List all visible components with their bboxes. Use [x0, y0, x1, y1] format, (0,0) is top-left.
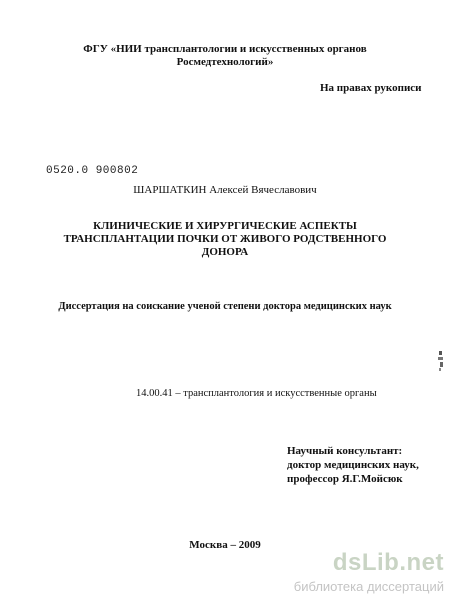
- registration-code: 0520.0 900802: [46, 165, 139, 177]
- consultant-block: [287, 444, 419, 486]
- degree-statement: Диссертация на соискание ученой степени доктора медицинских наук: [58, 301, 392, 312]
- organization-line-1: ФГУ «НИИ трансплантологии и искусственных органов: [83, 43, 367, 55]
- watermark-subtitle: библиотека диссертаций: [293, 579, 444, 594]
- dissertation-title: [0, 220, 450, 259]
- author-name: ШАРШАТКИН Алексей Вячеславович: [133, 184, 317, 196]
- title-line-2: ТРАНСПЛАНТАЦИИ ПОЧКИ ОТ ЖИВОГО РОДСТВЕННОГО: [63, 233, 387, 245]
- city-year: Москва – 2009: [189, 539, 261, 551]
- consultant-label: Научный консультант:: [287, 445, 403, 457]
- scan-speck: [437, 350, 445, 372]
- watermark-logo: dsLib.net: [332, 549, 444, 576]
- consultant-name: профессор Я.Г.Мойсюк: [287, 473, 403, 485]
- specialty-code: 14.00.41 – трансплантология и искусственные органы: [136, 388, 377, 399]
- organization-block: [0, 43, 450, 69]
- organization-line-2: Росмедтехнологий»: [176, 56, 274, 68]
- title-line-1: КЛИНИЧЕСКИЕ И ХИРУРГИЧЕСКИЕ АСПЕКТЫ: [93, 220, 357, 232]
- consultant-degree: доктор медицинских наук,: [287, 459, 419, 471]
- title-line-3: ДОНОРА: [201, 246, 249, 258]
- watermark: [254, 549, 444, 595]
- rights-note: На правах рукописи: [320, 82, 422, 94]
